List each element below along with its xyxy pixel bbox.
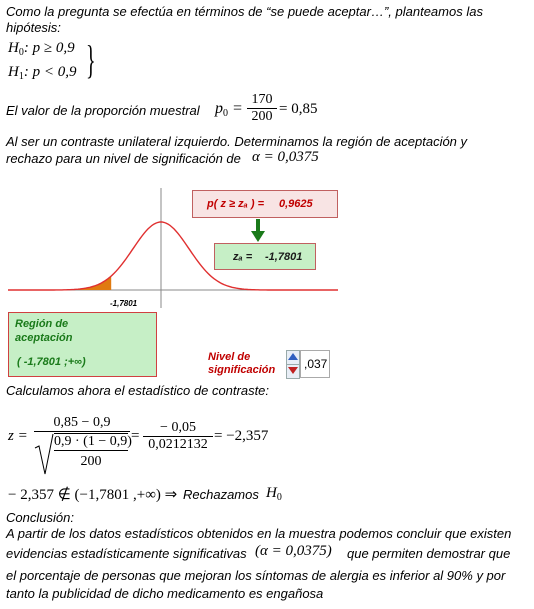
region-interval: ( -1,7801 ;+∞) bbox=[17, 356, 86, 368]
decision-hypothesis: $H_0$ bbox=[266, 485, 282, 503]
probability-value: 0,9625 bbox=[279, 198, 313, 210]
z-numerator: 0,85 − 0,9 bbox=[34, 415, 130, 432]
triangle-down-icon bbox=[287, 365, 299, 376]
acceptance-region-box bbox=[8, 312, 157, 377]
decision-text: Rechazamos bbox=[183, 487, 259, 502]
hypothesis-h1: $H_1$: p < 0,9 bbox=[8, 64, 77, 82]
region-title-2: aceptación bbox=[15, 332, 73, 344]
sqrt-symbol bbox=[34, 432, 54, 476]
conclusion-line-2a: evidencias estadísticamente significativas bbox=[6, 546, 247, 561]
hypothesis-brace: } bbox=[86, 37, 96, 82]
equals-sign: = bbox=[131, 428, 140, 444]
alpha-value: α = 0,0375 bbox=[252, 149, 319, 165]
rejection-tail-area bbox=[8, 276, 111, 290]
conclusion-title: Conclusión: bbox=[6, 510, 74, 525]
nivel-label-1: Nivel de bbox=[208, 351, 251, 363]
contrast-line-1: Al ser un contraste unilateral izquierdo. Determinamos la región de aceptación y bbox=[6, 134, 468, 149]
critical-value: -1,7801 bbox=[265, 251, 303, 263]
conclusion-line-1: A partir de los datos estadísticos obtenidos en la muestra podemos concluir que existen bbox=[6, 526, 512, 541]
down-arrow-icon bbox=[250, 218, 266, 244]
nivel-label-2: significación bbox=[208, 364, 276, 376]
conclusion-line-2b: que permiten demostrar que bbox=[347, 546, 511, 561]
significance-spinner[interactable] bbox=[286, 350, 300, 378]
conclusion-alpha: (α = 0,0375) bbox=[255, 543, 332, 559]
proportion-result: = 0,85 bbox=[279, 101, 318, 117]
proportion-fraction: $\frac{170}{200}$ bbox=[247, 92, 277, 125]
spinner-up-button[interactable] bbox=[286, 350, 300, 365]
root-denominator: 200 bbox=[80, 454, 102, 469]
root-inner: 0,9 · (1 − 0,9) bbox=[54, 434, 132, 449]
proportion-label: El valor de la proporción muestral bbox=[6, 103, 200, 118]
proportion-variable: $p_0$ = bbox=[215, 100, 243, 119]
z-symbol: z = bbox=[8, 428, 28, 444]
z-result: = −2,357 bbox=[214, 428, 269, 444]
z-tick-label: -1,7801 bbox=[110, 299, 138, 308]
triangle-up-icon bbox=[287, 351, 299, 362]
z-fraction-1 bbox=[34, 415, 130, 476]
hypothesis-h0: $H_0$: p ≥ 0,9 bbox=[8, 40, 75, 58]
critical-value-box bbox=[214, 243, 316, 270]
intro-line-2: hipótesis: bbox=[6, 20, 61, 35]
decision-expression: − 2,357 ∉ (−1,7801 ,+∞) ⇒ bbox=[8, 487, 178, 503]
z-fraction-2: $\frac{- 0,05}{0,0212132}$ bbox=[143, 420, 213, 453]
conclusion-line-3: el porcentaje de personas que mejoran los síntomas de alergia es inferior al 90% y por bbox=[6, 568, 506, 583]
significance-value-field[interactable]: ,037 bbox=[300, 350, 330, 378]
contrast-line-2: rechazo para un nivel de significación de bbox=[6, 151, 241, 166]
region-title-1: Región de bbox=[15, 318, 69, 330]
conclusion-line-4: tanto la publicidad de dicho medicamento es engañosa bbox=[6, 586, 324, 601]
probability-label: p( z ≥ zₐ ) = bbox=[207, 198, 265, 210]
probability-box bbox=[192, 190, 338, 218]
spinner-down-button[interactable] bbox=[286, 365, 300, 379]
statistic-text: Calculamos ahora el estadístico de contraste: bbox=[6, 383, 270, 398]
intro-line-1: Como la pregunta se efectúa en términos de “se puede aceptar…”, planteamos las bbox=[6, 4, 483, 19]
critical-value-label: zₐ = bbox=[233, 251, 253, 263]
